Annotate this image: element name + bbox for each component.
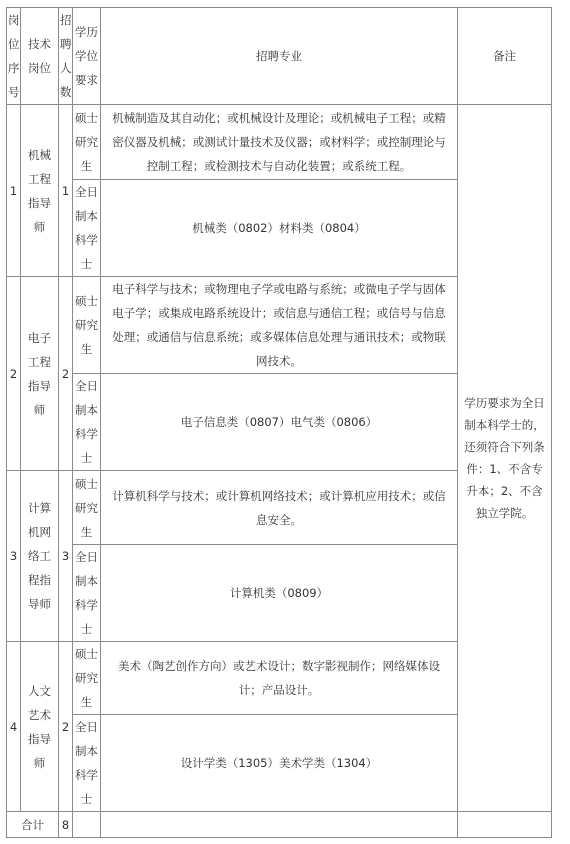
total-row xyxy=(7,812,552,838)
degree-master: 硕士研究生 xyxy=(73,642,101,715)
master-major: 电子科学与技术；或物理电子学或电路与系统；或微电子学与固体电子学；或集成电路系统设计；或信息与通信工程；或信号与信息处理；或通信与信息系统；或多媒体信息处理与通讯技术；或物联网技术。 xyxy=(101,277,458,374)
row-post: 电子工程指导师 xyxy=(21,277,59,471)
degree-bachelor: 全日制本科学士 xyxy=(73,374,101,471)
remark-cell: 学历要求为全日制本科学士的，还须符合下列条件：1、不含专升本；2、不含独立学院。 xyxy=(458,105,552,812)
table-row xyxy=(7,105,552,180)
header-row xyxy=(7,8,552,105)
header-count: 招聘人数 xyxy=(59,8,73,105)
row-seq: 4 xyxy=(7,642,21,812)
row-count: 3 xyxy=(59,471,73,642)
row-seq: 3 xyxy=(7,471,21,642)
bachelor-major: 电子信息类（0807）电气类（0806） xyxy=(101,374,458,471)
degree-bachelor: 全日制本科学士 xyxy=(73,545,101,642)
row-seq: 2 xyxy=(7,277,21,471)
row-count: 1 xyxy=(59,105,73,277)
recruitment-table xyxy=(6,7,552,838)
row-count: 2 xyxy=(59,277,73,471)
bachelor-major: 机械类（0802）材料类（0804） xyxy=(101,180,458,277)
header-seq: 岗位序号 xyxy=(7,8,21,105)
total-label: 合计 xyxy=(7,812,59,838)
total-empty-cell xyxy=(101,812,458,838)
degree-master: 硕士研究生 xyxy=(73,277,101,374)
row-post: 人文艺术指导师 xyxy=(21,642,59,812)
header-post: 技术岗位 xyxy=(21,8,59,105)
row-seq: 1 xyxy=(7,105,21,277)
header-major: 招聘专业 xyxy=(101,8,458,105)
row-post: 机械工程指导师 xyxy=(21,105,59,277)
header-remark: 备注 xyxy=(458,8,552,105)
header-degree: 学历学位要求 xyxy=(73,8,101,105)
row-count: 2 xyxy=(59,642,73,812)
master-major: 计算机科学与技术；或计算机网络技术；或计算机应用技术；或信息安全。 xyxy=(101,471,458,545)
degree-master: 硕士研究生 xyxy=(73,471,101,545)
master-major: 机械制造及其自动化；或机械设计及理论；或机械电子工程；或精密仪器及机械；或测试计量技术及仪器；或材料学；或控制理论与控制工程；或检测技术与自动化装置；或系统工程。 xyxy=(101,105,458,180)
total-count: 8 xyxy=(59,812,73,838)
bachelor-major: 设计学类（1305）美术学类（1304） xyxy=(101,715,458,812)
degree-bachelor: 全日制本科学士 xyxy=(73,715,101,812)
degree-bachelor: 全日制本科学士 xyxy=(73,180,101,277)
bachelor-major: 计算机类（0809） xyxy=(101,545,458,642)
total-empty-cell xyxy=(73,812,101,838)
total-empty-cell xyxy=(458,812,552,838)
master-major: 美术（陶艺创作方向）或艺术设计；数字影视制作；网络媒体设计；产品设计。 xyxy=(101,642,458,715)
degree-master: 硕士研究生 xyxy=(73,105,101,180)
row-post: 计算机网络工程指导师 xyxy=(21,471,59,642)
